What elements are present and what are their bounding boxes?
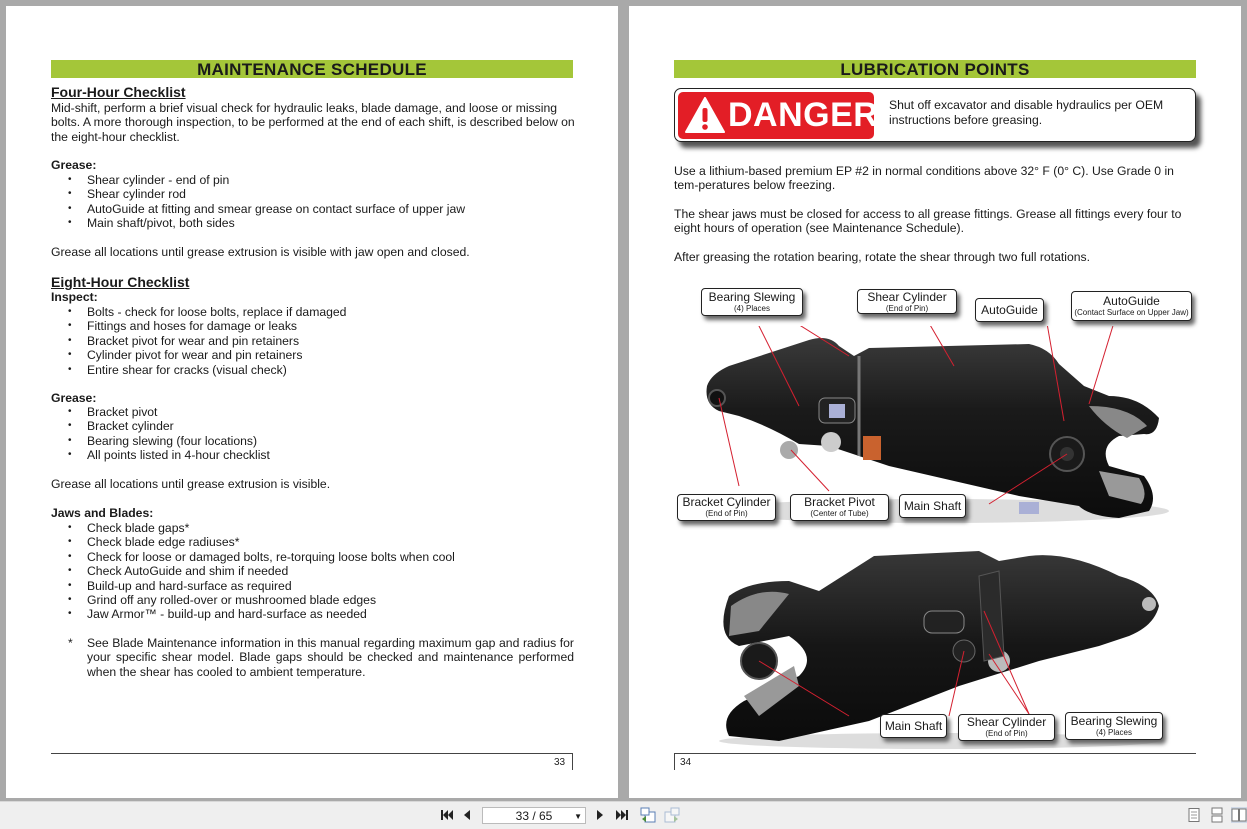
paragraph: The shear jaws must be closed for access to all grease fittings. Grease all fittings every four to eight hours of operation (see Maintenance Schedule). bbox=[674, 207, 1182, 236]
list-item: • Check AutoGuide and shim if needed bbox=[51, 564, 571, 578]
list-item: • Jaw Armor™ - build-up and hard-surface as needed bbox=[51, 607, 571, 621]
list-item: • Entire shear for cracks (visual check) bbox=[51, 363, 571, 377]
list-item: • Grind off any rolled-over or mushroomed blade edges bbox=[51, 593, 571, 607]
page-34 bbox=[629, 6, 1241, 798]
four-hour-grease-list bbox=[51, 173, 571, 231]
jaws-label: Jaws and Blades: bbox=[51, 506, 154, 520]
four-hour-closing: Grease all locations until grease extrusion is visible with jaw open and closed. bbox=[51, 245, 470, 259]
danger-message: Shut off excavator and disable hydraulics per OEM instructions before greasing. bbox=[889, 98, 1164, 127]
list-item: • Bracket cylinder bbox=[51, 419, 571, 433]
callout-main-shaft: Main Shaft bbox=[880, 714, 947, 738]
jaws-list bbox=[51, 521, 571, 622]
paragraph: After greasing the rotation bearing, rotate the shear through two full rotations. bbox=[674, 250, 1090, 264]
footer-tick bbox=[572, 753, 573, 770]
callout-bearing-slewing: Bearing Slewing (4) Places bbox=[1065, 712, 1163, 740]
list-item: • All points listed in 4-hour checklist bbox=[51, 448, 571, 462]
list-item: • Bolts - check for loose bolts, replace if damaged bbox=[51, 305, 571, 319]
page-33 bbox=[6, 6, 618, 798]
viewer-toolbar bbox=[0, 801, 1247, 829]
footnote-mark: * bbox=[68, 636, 73, 650]
footer-rule bbox=[674, 753, 1196, 754]
callout-main-shaft: Main Shaft bbox=[899, 494, 966, 518]
inspect-list bbox=[51, 305, 571, 377]
last-page-icon[interactable] bbox=[615, 808, 629, 822]
list-item: • Bearing slewing (four locations) bbox=[51, 434, 571, 448]
callout-autoguide: AutoGuide bbox=[975, 298, 1044, 322]
four-hour-intro: Mid-shift, perform a brief visual check for hydraulic leaks, blade damage, and loose or missing bolts. A more thorough inspection, to be performed at the end of each shift, is described below on the eight-hour checklist. bbox=[51, 101, 575, 144]
grease-label: Grease: bbox=[51, 158, 97, 172]
list-item: • Bracket pivot bbox=[51, 405, 571, 419]
page-number: 34 bbox=[680, 757, 692, 768]
danger-notice bbox=[674, 88, 1196, 142]
eight-hour-closing: Grease all locations until grease extrusion is visible. bbox=[51, 477, 331, 491]
footer-tick bbox=[674, 753, 675, 770]
callout-bearing-slewing: Bearing Slewing (4) Places bbox=[701, 288, 803, 316]
dropdown-caret-icon[interactable]: ▼ bbox=[574, 812, 582, 821]
callout-shear-cylinder: Shear Cylinder (End of Pin) bbox=[857, 289, 957, 314]
warning-triangle-icon bbox=[685, 97, 725, 133]
section-banner: MAINTENANCE SCHEDULE bbox=[51, 60, 573, 78]
inspect-label: Inspect: bbox=[51, 290, 98, 304]
list-item: • Check blade gaps* bbox=[51, 521, 571, 535]
list-item: • Shear cylinder - end of pin bbox=[51, 173, 571, 187]
go-back-view-icon[interactable] bbox=[640, 807, 656, 823]
eight-hour-grease-list bbox=[51, 405, 571, 463]
callout-bracket-cylinder: Bracket Cylinder (End of Pin) bbox=[677, 494, 776, 521]
four-hour-heading: Four-Hour Checklist bbox=[51, 84, 186, 100]
list-item: • Cylinder pivot for wear and pin retainers bbox=[51, 348, 571, 362]
list-item: • AutoGuide at fitting and smear grease on contact surface of upper jaw bbox=[51, 202, 571, 216]
danger-word: DANGER bbox=[728, 96, 879, 134]
paragraph: Use a lithium-based premium EP #2 in normal conditions above 32° F (0° C). Use Grade 0 in tem-peratures below freezing. bbox=[674, 164, 1174, 193]
single-page-view-icon[interactable] bbox=[1186, 807, 1202, 823]
callout-bracket-pivot: Bracket Pivot (Center of Tube) bbox=[790, 494, 889, 521]
first-page-icon[interactable] bbox=[440, 808, 454, 822]
footnote: See Blade Maintenance information in this manual regarding maximum gap and radius for your specific shear model. Blade gaps should be checked and maintenance performed when the shear has cooled to ambient temperature. bbox=[87, 636, 574, 679]
list-item: • Bracket pivot for wear and pin retainers bbox=[51, 334, 571, 348]
list-item: • Shear cylinder rod bbox=[51, 187, 571, 201]
page-number-field[interactable] bbox=[482, 807, 586, 824]
two-page-view-icon[interactable] bbox=[1231, 807, 1247, 823]
page-number: 33 bbox=[554, 757, 566, 768]
list-item: • Check blade edge radiuses* bbox=[51, 535, 571, 549]
eight-hour-heading: Eight-Hour Checklist bbox=[51, 274, 190, 290]
callout-shear-cylinder: Shear Cylinder (End of Pin) bbox=[958, 714, 1055, 741]
grease-label: Grease: bbox=[51, 391, 97, 405]
list-item: • Fittings and hoses for damage or leaks bbox=[51, 319, 571, 333]
next-page-icon[interactable] bbox=[593, 808, 607, 822]
footer-rule bbox=[51, 753, 573, 754]
page-indicator: 33 / 65 bbox=[515, 809, 553, 823]
previous-page-icon[interactable] bbox=[460, 808, 474, 822]
continuous-view-icon[interactable] bbox=[1209, 807, 1225, 823]
list-item: • Main shaft/pivot, both sides bbox=[51, 216, 571, 230]
section-banner: LUBRICATION POINTS bbox=[674, 60, 1196, 78]
go-forward-view-icon[interactable] bbox=[664, 807, 680, 823]
callout-autoguide-contact: AutoGuide (Contact Surface on Upper Jaw) bbox=[1071, 291, 1192, 321]
list-item: • Build-up and hard-surface as required bbox=[51, 579, 571, 593]
list-item: • Check for loose or damaged bolts, re-torquing loose bolts when cool bbox=[51, 550, 571, 564]
danger-label bbox=[678, 92, 879, 139]
